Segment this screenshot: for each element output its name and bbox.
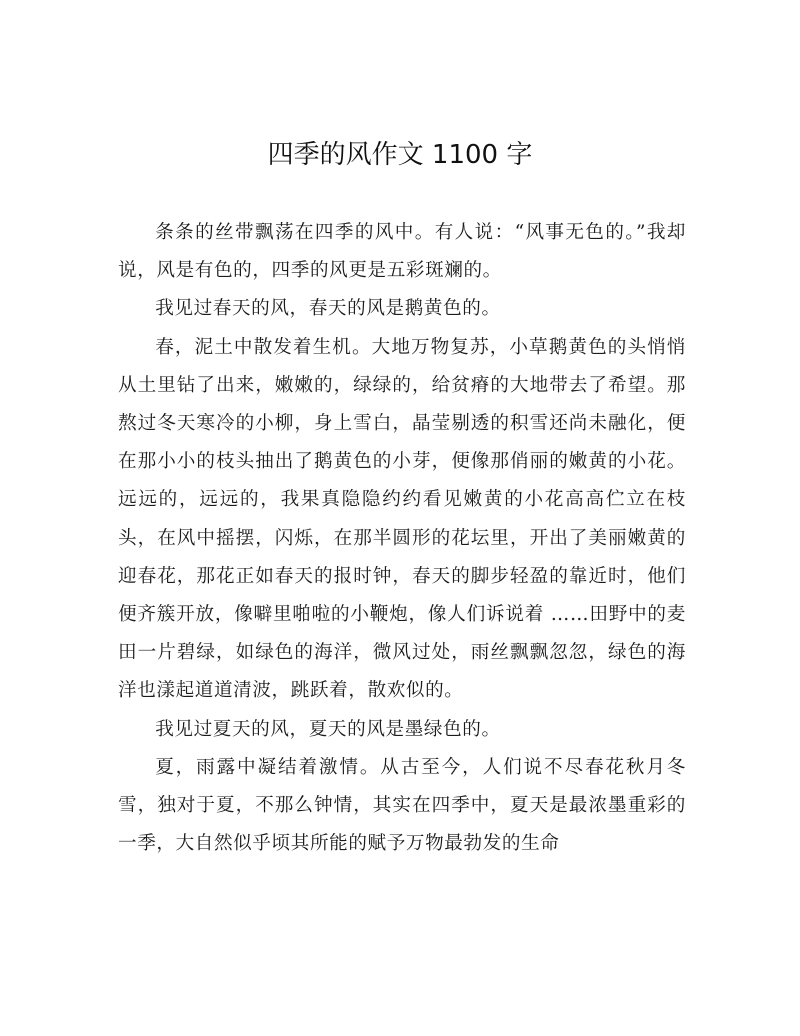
paragraph: 春，泥土中散发着生机。大地万物复苏，小草鹅黄色的头悄悄从土里钻了出来，嫩嫩的，绿绿的，给贫瘠的大地带去了希望。那熬过冬天寒冷的小柳，身上雪白，晶莹剔透的积雪还尚未融化，便在那小小的枝头抽出了鹅黄色的小芽，便像那俏丽的嫩黄的小花。远远的，远远的，我果真隐隐约约看见嫩黄的小花高高伫立在枝头，在风中摇摆，闪烁，在那半圆形的花坛里，开出了美丽嫩黄的迎春花，那花正如春天的报时钟，春天的脚步轻盈的靠近时，他们便齐簇开放，像噼里啪啦的小鞭炮，像人们诉说着 ……田野中的麦田一片碧绿，如绿色的海洋，微风过处，雨丝飘飘忽忽，绿色的海洋也漾起道道清波，跳跃着，散欢似的。 [118, 336, 686, 702]
paragraph: 我见过春天的风，春天的风是鹅黄色的。 [155, 298, 501, 320]
page-title: 四季的风作文 1100 字 [267, 140, 533, 170]
essay-body [118, 214, 686, 863]
paragraph: 条条的丝带飘荡在四季的风中。有人说：“风事无色的。”我却说，风是有色的，四季的风更是五彩斑斓的。 [118, 222, 686, 282]
paragraph: 夏，雨露中凝结着激情。从古至今，人们说不尽春花秋月冬雪，独对于夏，不那么钟情，其实在四季中，夏天是最浓墨重彩的一季，大自然似乎顷其所能的赋予万物最勃发的生命 [118, 756, 686, 855]
paragraph: 我见过夏天的风，夏天的风是墨绿色的。 [155, 718, 501, 740]
